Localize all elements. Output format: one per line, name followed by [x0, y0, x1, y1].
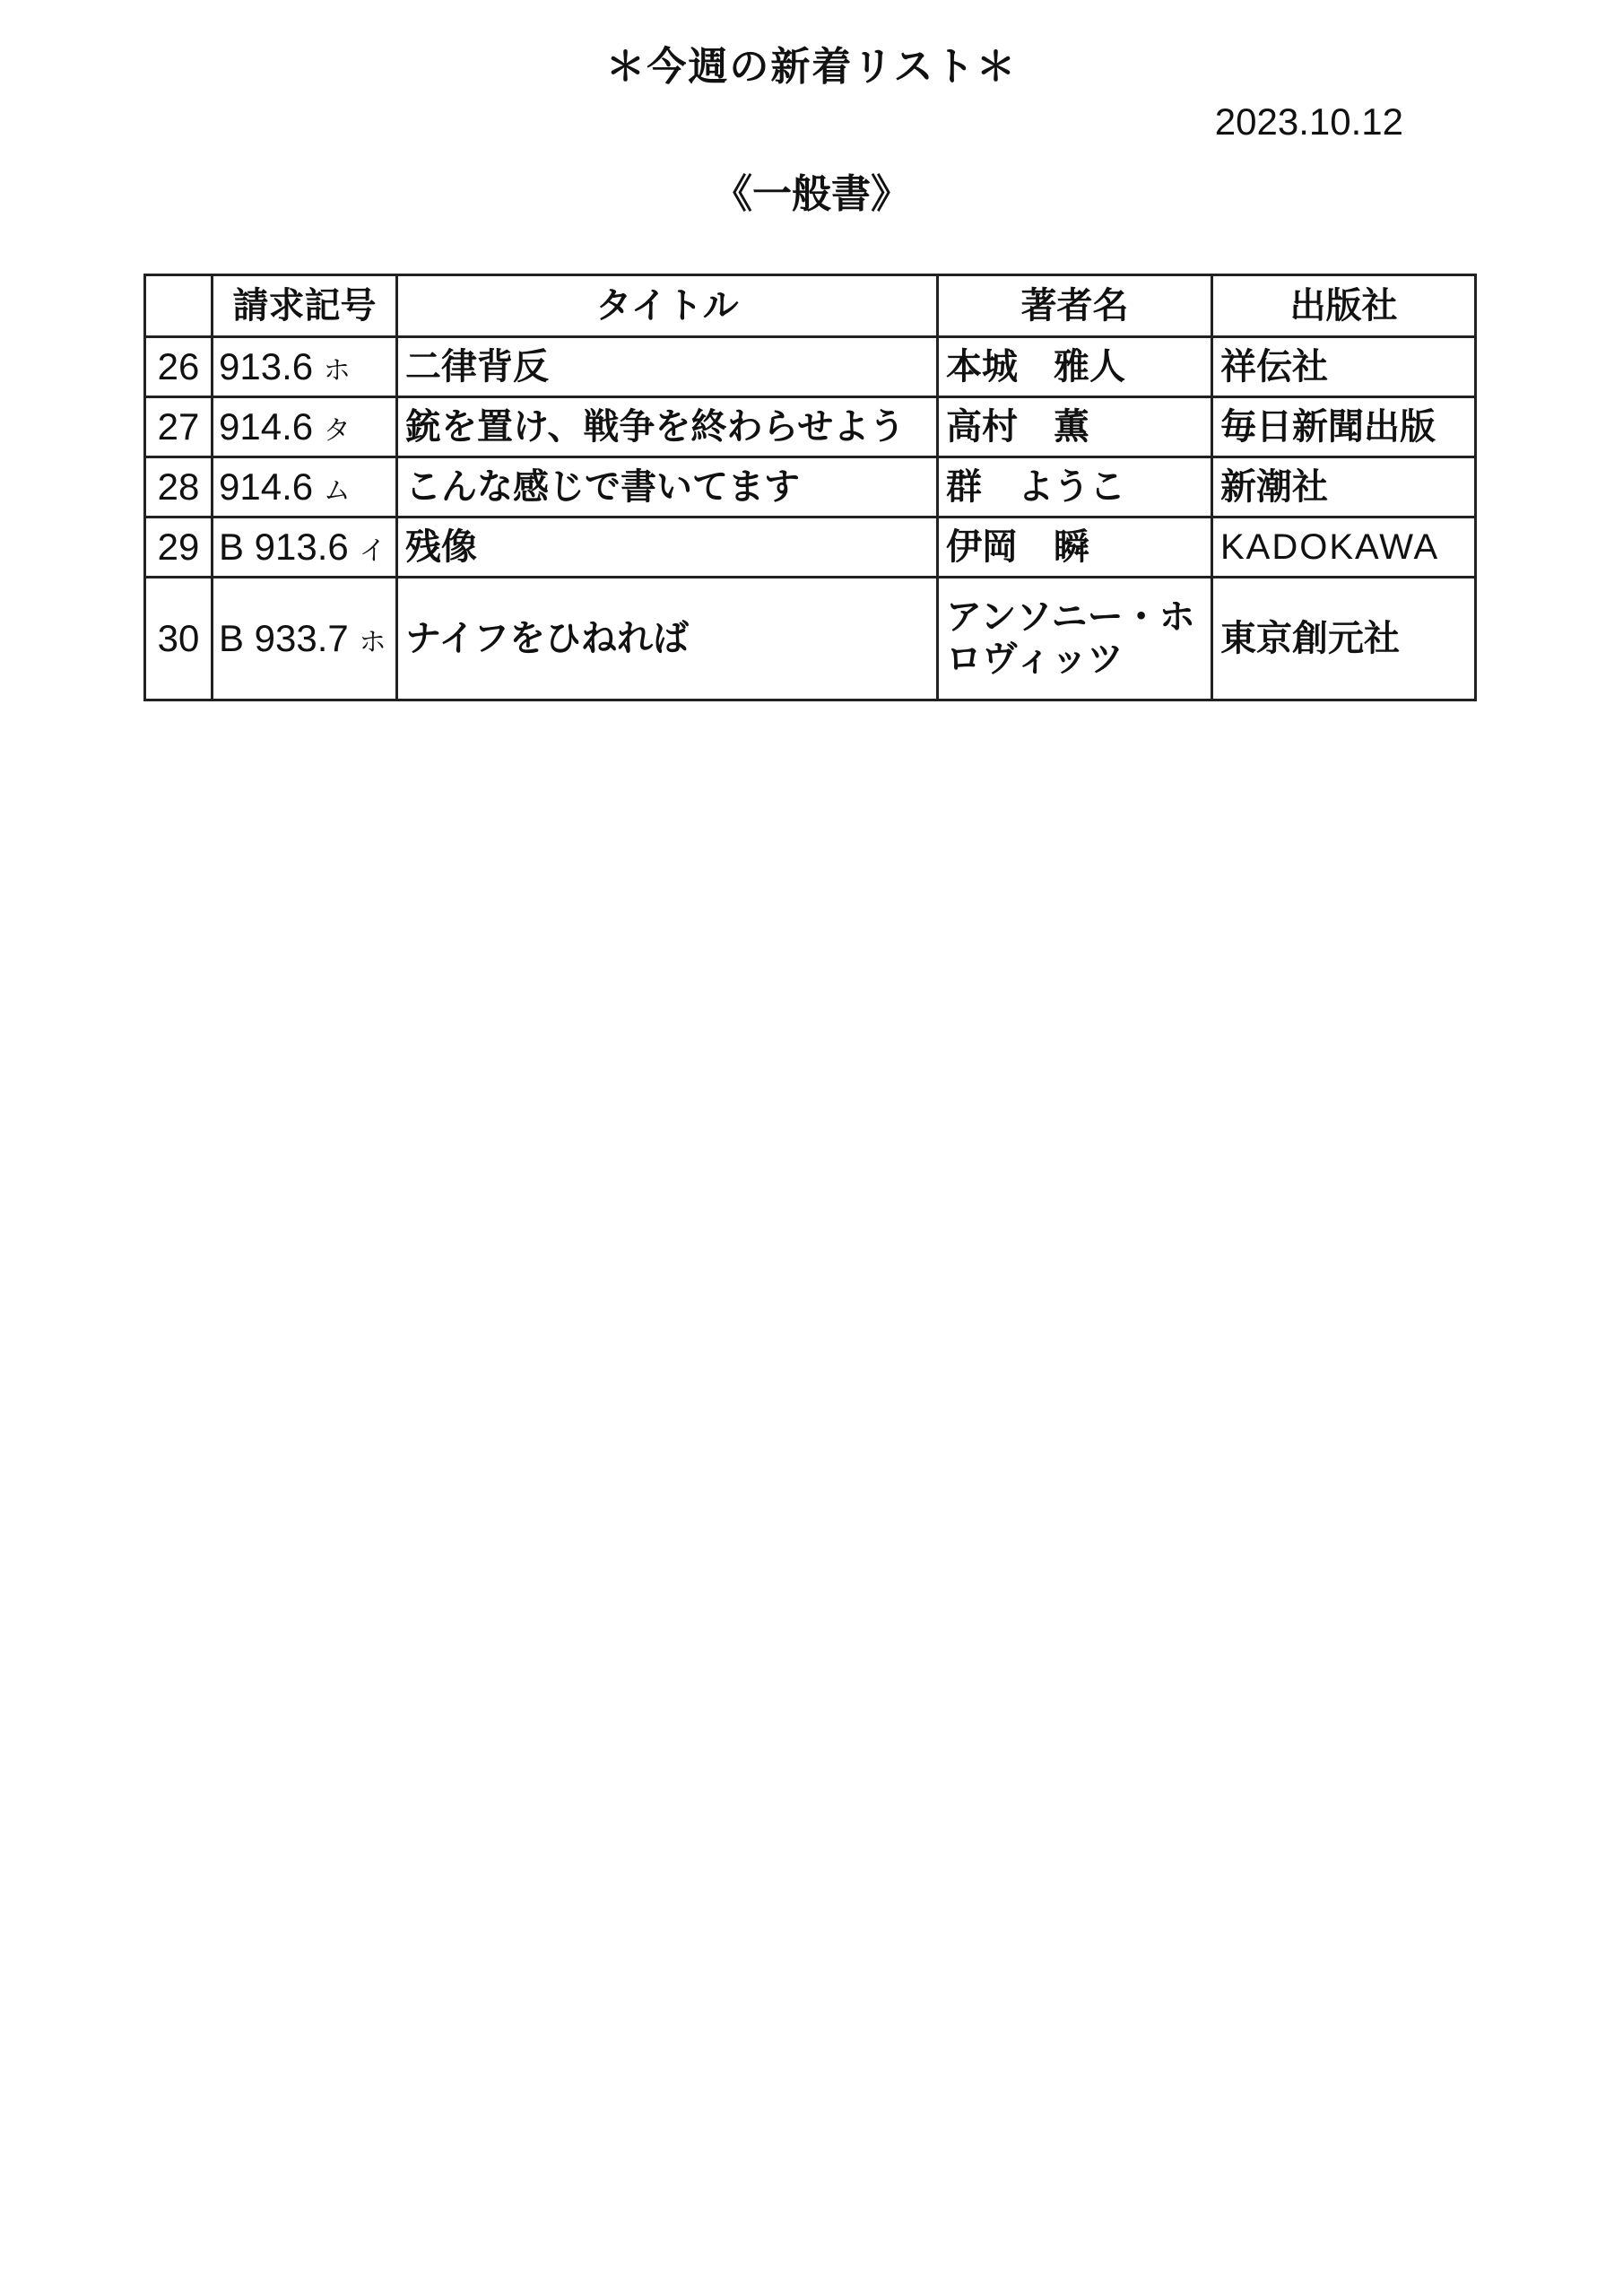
- call-number-cell: [213, 578, 397, 700]
- book-title: ナイフをひねれば: [397, 578, 938, 700]
- list-date: 2023.10.12: [1214, 100, 1403, 143]
- call-number: B 913.6: [219, 525, 349, 568]
- call-number: B 933.7: [219, 616, 349, 659]
- call-number: 914.6: [219, 404, 314, 448]
- row-number: 26: [145, 337, 213, 397]
- call-number-cell: [213, 517, 397, 578]
- column-header-call-number: 請求記号: [213, 275, 397, 337]
- call-number-kana: タ: [323, 414, 351, 447]
- column-header-publisher: 出版社: [1212, 275, 1476, 337]
- book-publisher: 祥伝社: [1212, 337, 1476, 397]
- book-title: 二律背反: [397, 337, 938, 397]
- section-heading: 《一般書》: [713, 171, 910, 217]
- call-number: 913.6: [219, 344, 314, 387]
- table-row: [145, 578, 1476, 700]
- row-number: 27: [145, 397, 213, 457]
- table-row: [145, 517, 1476, 578]
- book-publisher: 毎日新聞出版: [1212, 397, 1476, 457]
- row-number: 29: [145, 517, 213, 578]
- call-number-kana: イ: [359, 535, 386, 567]
- book-title: 銃を置け、戦争を終わらせよう: [397, 397, 938, 457]
- book-author: 本城 雅人: [938, 337, 1212, 397]
- table-row: [145, 457, 1476, 517]
- table-row: [145, 337, 1476, 397]
- call-number-cell: [213, 397, 397, 457]
- call-number-cell: [213, 337, 397, 397]
- book-title: 残像: [397, 517, 938, 578]
- row-number: 28: [145, 457, 213, 517]
- call-number: 914.6: [219, 465, 314, 508]
- call-number-cell: [213, 457, 397, 517]
- table-header-row: [145, 275, 1476, 337]
- book-publisher: 新潮社: [1212, 457, 1476, 517]
- book-author: アンソニー・ホロヴィッツ: [938, 578, 1212, 700]
- book-author: 群 ようこ: [938, 457, 1212, 517]
- table-row: [145, 397, 1476, 457]
- row-number: 30: [145, 578, 213, 700]
- call-number-kana: ム: [323, 474, 351, 507]
- call-number-kana: ホ: [323, 354, 351, 387]
- column-header-author: 著者名: [938, 275, 1212, 337]
- new-arrivals-table: [143, 274, 1477, 701]
- call-number-kana: ホ: [359, 626, 386, 658]
- book-author: 伊岡 瞬: [938, 517, 1212, 578]
- column-header-title: タイトル: [397, 275, 938, 337]
- page-title: ＊今週の新着リスト＊: [605, 44, 1018, 90]
- book-author: 高村 薫: [938, 397, 1212, 457]
- book-publisher: 東京創元社: [1212, 578, 1476, 700]
- book-publisher: KADOKAWA: [1212, 517, 1476, 578]
- book-title: こんな感じで書いてます: [397, 457, 938, 517]
- column-header-number: [145, 275, 213, 337]
